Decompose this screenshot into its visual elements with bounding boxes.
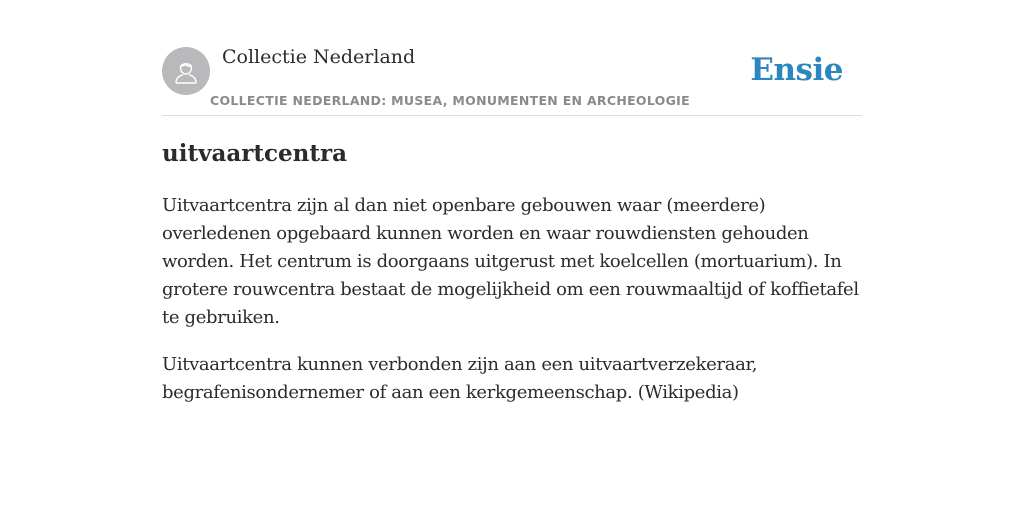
article-paragraph-2: Uitvaartcentra kunnen verbonden zijn aan een uitvaartverzekeraar, begrafenisondernemer of aan een kerkgemeenschap. (Wikipedia) [162,354,758,403]
avatar[interactable] [162,47,210,95]
header [162,0,862,116]
source-subtitle: COLLECTIE NEDERLAND: MUSEA, MONUMENTEN EN ARCHEOLOGIE [210,93,690,108]
author-name[interactable]: Collectie Nederland [222,46,416,68]
page-title: uitvaartcentra [162,140,347,167]
page-container [162,0,862,403]
ensie-logo[interactable]: Ensie [750,52,843,88]
user-icon [171,56,201,86]
article-paragraph-1: Uitvaartcentra zijn al dan niet openbare gebouwen waar (meerdere) overledenen opgebaard kunnen worden en waar rouwdiensten gehouden worden. Het centrum is doorgaans uitgerust met koelcellen (mortuarium). In grotere rouwcentra bestaat de mogelijkheid om een rouwmaaltijd of koffietafel te gebruiken. [162,195,859,328]
article-body [162,192,868,426]
